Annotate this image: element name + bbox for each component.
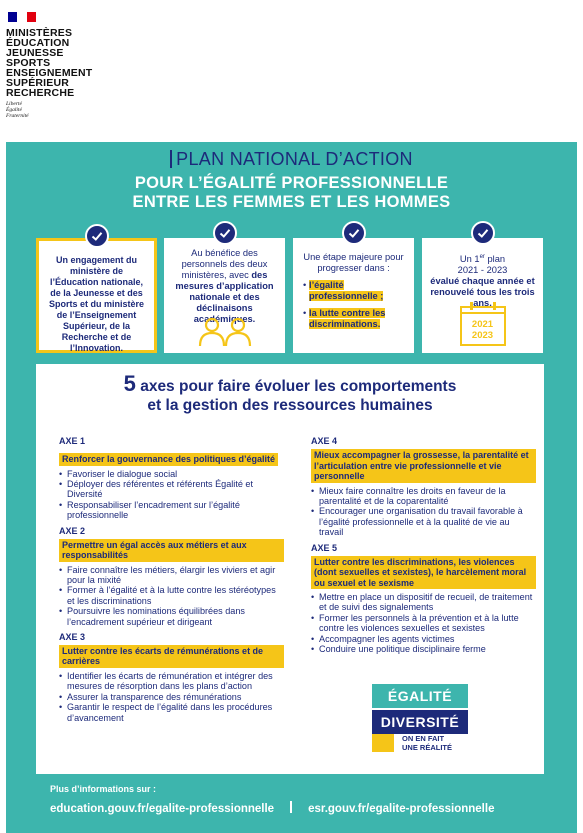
- badge-diversite: DIVERSITÉ: [372, 710, 468, 734]
- people-icon: [195, 317, 255, 347]
- french-flag-logo: [8, 12, 36, 22]
- list-item: • Poursuivre les nominations équilibrées dans l’encadrement supérieur et dirigeant: [59, 606, 284, 627]
- card-text: Une étape majeure pour progresser dans :: [303, 252, 404, 273]
- motto-line: Égalité: [6, 107, 22, 113]
- axe-block: [59, 436, 284, 521]
- list-item: • Favoriser le dialogue social: [59, 469, 284, 479]
- badge-tagline: ON EN FAIT UNE RÉALITÉ: [402, 734, 453, 752]
- check-icon: [213, 221, 237, 245]
- footer: [50, 784, 550, 815]
- axe-heading: Lutter contre les écarts de rémunérations et de carrières: [59, 645, 284, 668]
- badge-egalite: ÉGALITÉ: [372, 684, 468, 708]
- list-item: • Faire connaître les métiers, élargir les viviers et agir pour la mixité: [59, 565, 284, 586]
- axe-heading: Permettre un égal accès aux métiers et aux responsabilités: [59, 539, 284, 562]
- list-item: • Mettre en place un dispositif de recueil, de traitement et de suivi des signalements: [311, 592, 536, 613]
- axe-list: [59, 671, 284, 723]
- page-header: [0, 0, 583, 142]
- axe-heading: Mieux accompagner la grossesse, la parentalité et l’articulation entre vie professionnelle et vie personnelle: [311, 449, 536, 483]
- list-item: • Encourager une organisation du travail favorable à l’égalité professionnelle et à la qualité de vie au travail: [311, 506, 536, 537]
- list-item: • Former les personnels à la prévention et à la lutte contre les violences sexuelles et sexistes: [311, 613, 536, 634]
- axe-list: [311, 486, 536, 538]
- calendar-icon: [460, 306, 506, 346]
- egalite-diversite-logo: [372, 684, 468, 754]
- axes-count: 5: [123, 371, 136, 396]
- poster-title: [6, 150, 577, 212]
- ministry-line: SUPÉRIEUR: [6, 77, 70, 89]
- ministry-logo-text: [6, 28, 92, 119]
- check-icon: [471, 221, 495, 245]
- axe-list: [311, 592, 536, 654]
- axe-block: [59, 632, 284, 723]
- axe-label: AXE 1: [59, 436, 86, 446]
- info-card-engagement: [36, 238, 157, 353]
- card-text-part: Au bénéfice des personnels des deux ministères, avec: [181, 248, 268, 280]
- title-line-2: POUR L’ÉGALITÉ PROFESSIONNELLE: [134, 174, 449, 192]
- axe-list: [59, 469, 284, 521]
- axe-heading: Renforcer la gouvernance des politiques d’égalité: [59, 453, 278, 466]
- badge-stripe: [372, 734, 394, 752]
- axe-block: [311, 543, 536, 655]
- poster-frame: [6, 142, 577, 833]
- axe-label: AXE 3: [59, 631, 86, 642]
- axe-list: [59, 565, 284, 627]
- card-text-bold: évalué chaque année et renouvelé tous les trois ans.: [430, 276, 535, 309]
- list-item: • Identifier les écarts de rémunération et intégrer des mesures de résorption dans les plans d’action: [59, 671, 284, 692]
- ministry-line: MINISTÈRES: [6, 27, 73, 39]
- card-text-bold: des mesures d’application nationale et des déclinaisons académiques.: [175, 270, 274, 324]
- check-icon: [85, 224, 109, 248]
- list-item: • Accompagner les agents victimes: [311, 634, 536, 644]
- calendar-year-end: 2023: [471, 330, 494, 341]
- axes-column-left: [59, 436, 284, 728]
- republic-motto: [6, 101, 92, 119]
- axe-block: [59, 526, 284, 627]
- list-item: • Conduire une politique disciplinaire ferme: [311, 644, 536, 654]
- list-item: • Assurer la transparence des rémunérations: [59, 692, 284, 702]
- card-text: Un engagement du ministère de l’Éducation nationale, de la Jeunesse et des Sports et du ministère de l’Enseignement Supérieur, de la Recherche et de l’Innovation.: [48, 255, 145, 353]
- list-item: • Mieux faire connaître les droits en faveur de la parentalité et de la coparentalité: [311, 486, 536, 507]
- ministry-line: JEUNESSE: [6, 47, 64, 59]
- list-item: • Garantir le respect de l’égalité dans les procédures d’avancement: [59, 702, 284, 723]
- link-education[interactable]: education.gouv.fr/egalite-professionnelle: [50, 803, 275, 815]
- highlighted-text: l’égalité professionnelle ;: [309, 280, 384, 301]
- ministry-line: ENSEIGNEMENT: [6, 67, 93, 79]
- title-line-3: ENTRE LES FEMMES ET LES HOMMES: [132, 193, 451, 211]
- calendar-year-start: 2021: [471, 319, 494, 330]
- card-bullet: [303, 280, 404, 302]
- axe-heading: Lutter contre les discriminations, les violences (dont sexuelles et sexistes), le harcèlement moral ou sexuel et le sexisme: [311, 556, 536, 590]
- title-line-1: PLAN NATIONAL D’ACTION: [170, 150, 413, 168]
- list-item: • Former à l’égalité et à la lutte contre les stéréotypes et les discriminations: [59, 585, 284, 606]
- card-text: 2021 - 2023: [457, 265, 508, 276]
- info-card-plan-duration: [422, 238, 543, 353]
- ministry-line: RECHERCHE: [6, 87, 75, 99]
- card-text: [164, 238, 285, 325]
- ministry-line: ÉDUCATION: [6, 37, 70, 49]
- info-card-beneficiaries: [164, 238, 285, 353]
- axes-title: 5 axes pour faire évoluer les comportements et la gestion des ressources humaines: [123, 371, 457, 414]
- ministry-line: SPORTS: [6, 57, 51, 69]
- list-item: • Responsabiliser l’encadrement sur l’égalité professionnelle: [59, 500, 284, 521]
- card-bullet: [303, 308, 404, 330]
- motto-line: Liberté: [6, 101, 22, 107]
- axes-column-right: [311, 436, 536, 659]
- axe-block: [311, 436, 536, 538]
- link-esr[interactable]: esr.gouv.fr/egalite-professionnelle: [308, 803, 495, 815]
- axe-label: AXE 4: [311, 436, 338, 446]
- axe-label: AXE 5: [311, 542, 338, 553]
- footer-label: Plus d’informations sur :: [50, 784, 157, 794]
- card-text: Un 1er plan: [459, 254, 506, 265]
- axe-label: AXE 2: [59, 525, 86, 536]
- info-card-milestone: [293, 238, 414, 353]
- highlighted-text: la lutte contre les discriminations.: [309, 308, 386, 329]
- motto-line: Fraternité: [6, 113, 29, 119]
- list-item: • Déployer des référentes et référents Égalité et Diversité: [59, 479, 284, 500]
- axes-panel: [36, 364, 544, 774]
- divider: [290, 801, 292, 813]
- check-icon: [342, 221, 366, 245]
